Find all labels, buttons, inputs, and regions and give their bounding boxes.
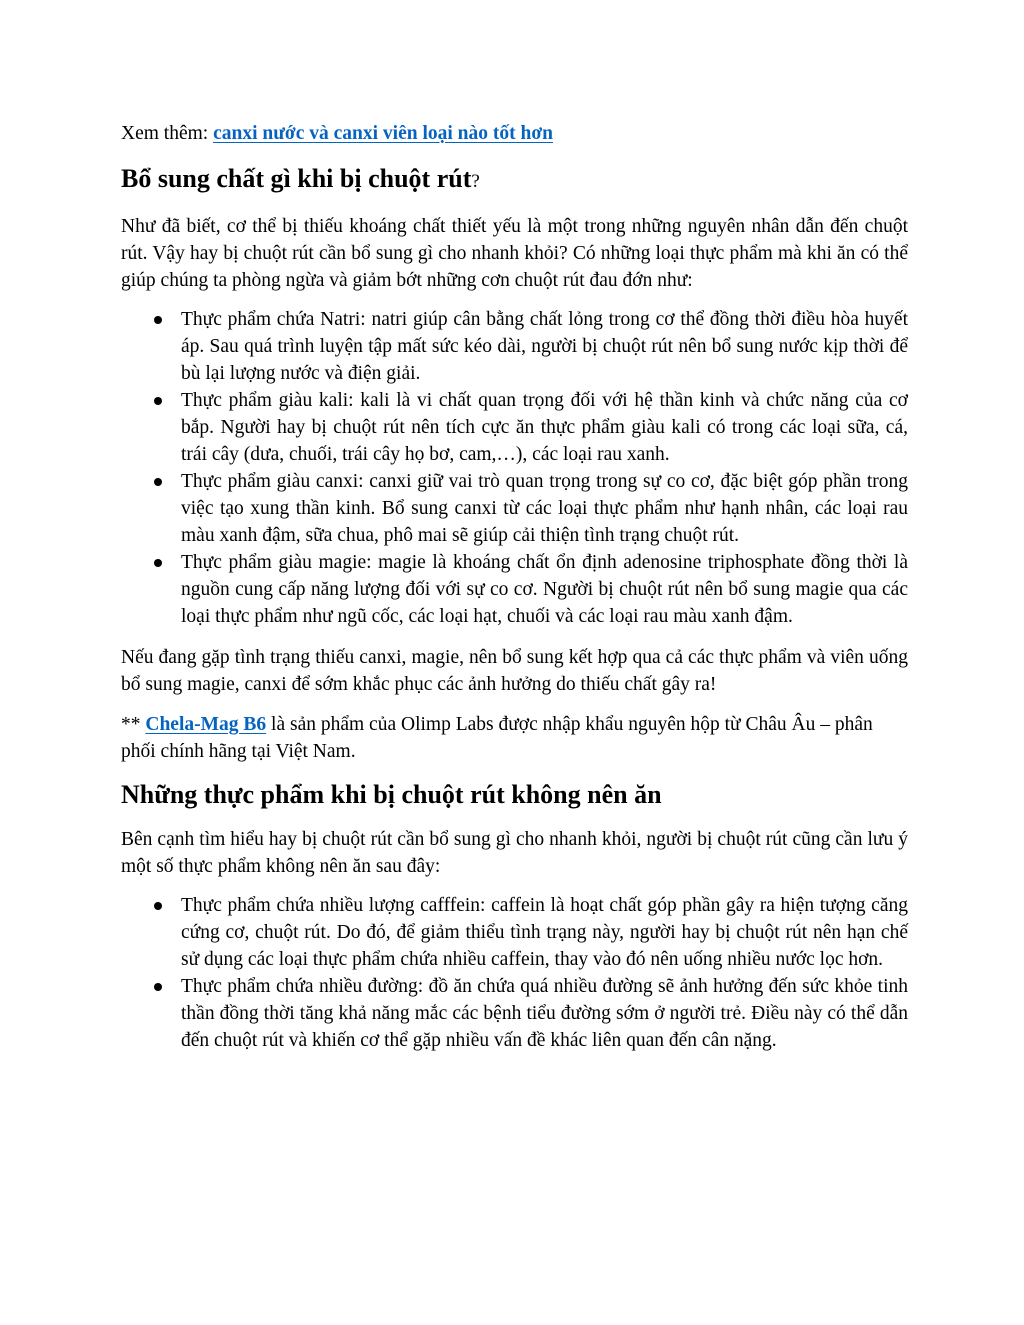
list-item-text: Thực phẩm giàu canxi: canxi giữ vai trò quan trọng trong sự co cơ, đặc biệt góp phần trong việc tạo xung thần kinh. Bổ sung canxi từ các loại thực phẩm như hạnh nhân, các loại rau màu xanh đậm, sữa chua, phô mai sẽ giúp cải thiện tình trạng chuột rút. [181, 471, 908, 546]
intro-paragraph: Bên cạnh tìm hiểu hay bị chuột rút cần bổ sung gì cho nhanh khỏi, người bị chuột rút cũng cần lưu ý một số thực phẩm không nên ăn sau đây: [121, 829, 908, 877]
closing-paragraph: Nếu đang gặp tình trạng thiếu canxi, magie, nên bổ sung kết hợp qua cả các thực phẩm và viên uống bổ sung magie, canxi để sớm khắc phục các ảnh hưởng do thiếu chất gây ra! [121, 647, 908, 695]
list-item [181, 306, 908, 387]
see-also-link[interactable]: canxi nước và canxi viên loại nào tốt hơn [213, 123, 553, 144]
intro-paragraph: Như đã biết, cơ thể bị thiếu khoáng chất thiết yếu là một trong những nguyên nhân dẫn đến chuột rút. Vậy hay bị chuột rút cần bổ sung gì cho nhanh khỏi? Có những loại thực phẩm mà khi ăn có thể giúp chúng ta phòng ngừa và giảm bớt những cơn chuột rút đau đớn như: [121, 216, 908, 291]
avoid-foods-list [121, 892, 908, 1054]
bullet-icon [154, 397, 162, 405]
list-item [181, 892, 908, 973]
product-note-text: là sản phẩm của Olimp Labs được nhập khẩu nguyên hộp từ Châu Âu – phân phối chính hãng tại Việt Nam. [121, 714, 873, 762]
bullet-icon [154, 902, 162, 910]
bullet-icon [154, 316, 162, 324]
product-note [121, 711, 908, 765]
product-note-prefix: ** [121, 714, 146, 735]
list-item [181, 549, 908, 630]
list-item-text: Thực phẩm chứa nhiều lượng cafffein: caffein là hoạt chất góp phần gây ra hiện tượng căng cứng cơ, chuột rút. Do đó, để giảm thiểu tình trạng này, người hay bị chuột rút nên hạn chế sử dụng các loại thực phẩm chứa nhiều caffein, thay vào đó nên uống nhiều nước lọc hơn. [181, 895, 908, 970]
section-heading-supplements [121, 163, 908, 198]
section-heading-avoid-foods: Những thực phẩm khi bị chuột rút không nên ăn [121, 780, 662, 809]
section-heading-question-mark: ? [471, 171, 480, 192]
see-also-prefix: Xem thêm: [121, 123, 214, 144]
see-also-line [121, 120, 908, 147]
list-item [181, 468, 908, 549]
product-link[interactable]: Chela-Mag B6 [145, 714, 267, 735]
section-heading-text: Bổ sung chất gì khi bị chuột rút [121, 164, 472, 193]
list-item-text: Thực phẩm chứa Natri: natri giúp cân bằng chất lỏng trong cơ thể đồng thời điều hòa huyết áp. Sau quá trình luyện tập mất sức kéo dài, người bị chuột rút nên bổ sung nước kịp thời để bù lại lượng nước và điện giải. [181, 309, 908, 384]
bullet-icon [154, 478, 162, 486]
bullet-icon [154, 983, 162, 991]
bullet-icon [154, 559, 162, 567]
list-item [181, 973, 908, 1054]
list-item-text: Thực phẩm chứa nhiều đường: đồ ăn chứa quá nhiều đường sẽ ảnh hưởng đến sức khỏe tinh thần đồng thời tăng khả năng mắc các bệnh tiểu đường sớm ở người trẻ. Điều này có thể dẫn đến chuột rút và khiến cơ thể gặp nhiều vấn đề khác liên quan đến cân nặng. [181, 976, 908, 1051]
list-item [181, 387, 908, 468]
list-item-text: Thực phẩm giàu kali: kali là vi chất quan trọng đối với hệ thần kinh và chức năng của cơ bắp. Người hay bị chuột rút nên tích cực ăn thực phẩm giàu kali có trong các loại sữa, cá, trái cây (dưa, chuối, trái cây họ bơ, cam,…), các loại rau xanh. [181, 390, 908, 465]
list-item-text: Thực phẩm giàu magie: magie là khoáng chất ổn định adenosine triphosphate đồng thời là nguồn cung cấp năng lượng đối với sự co cơ. Người bị chuột rút nên bổ sung magie qua các loại thực phẩm như ngũ cốc, các loại hạt, chuối và các loại rau màu xanh đậm. [181, 552, 908, 627]
recommended-foods-list [121, 306, 908, 630]
